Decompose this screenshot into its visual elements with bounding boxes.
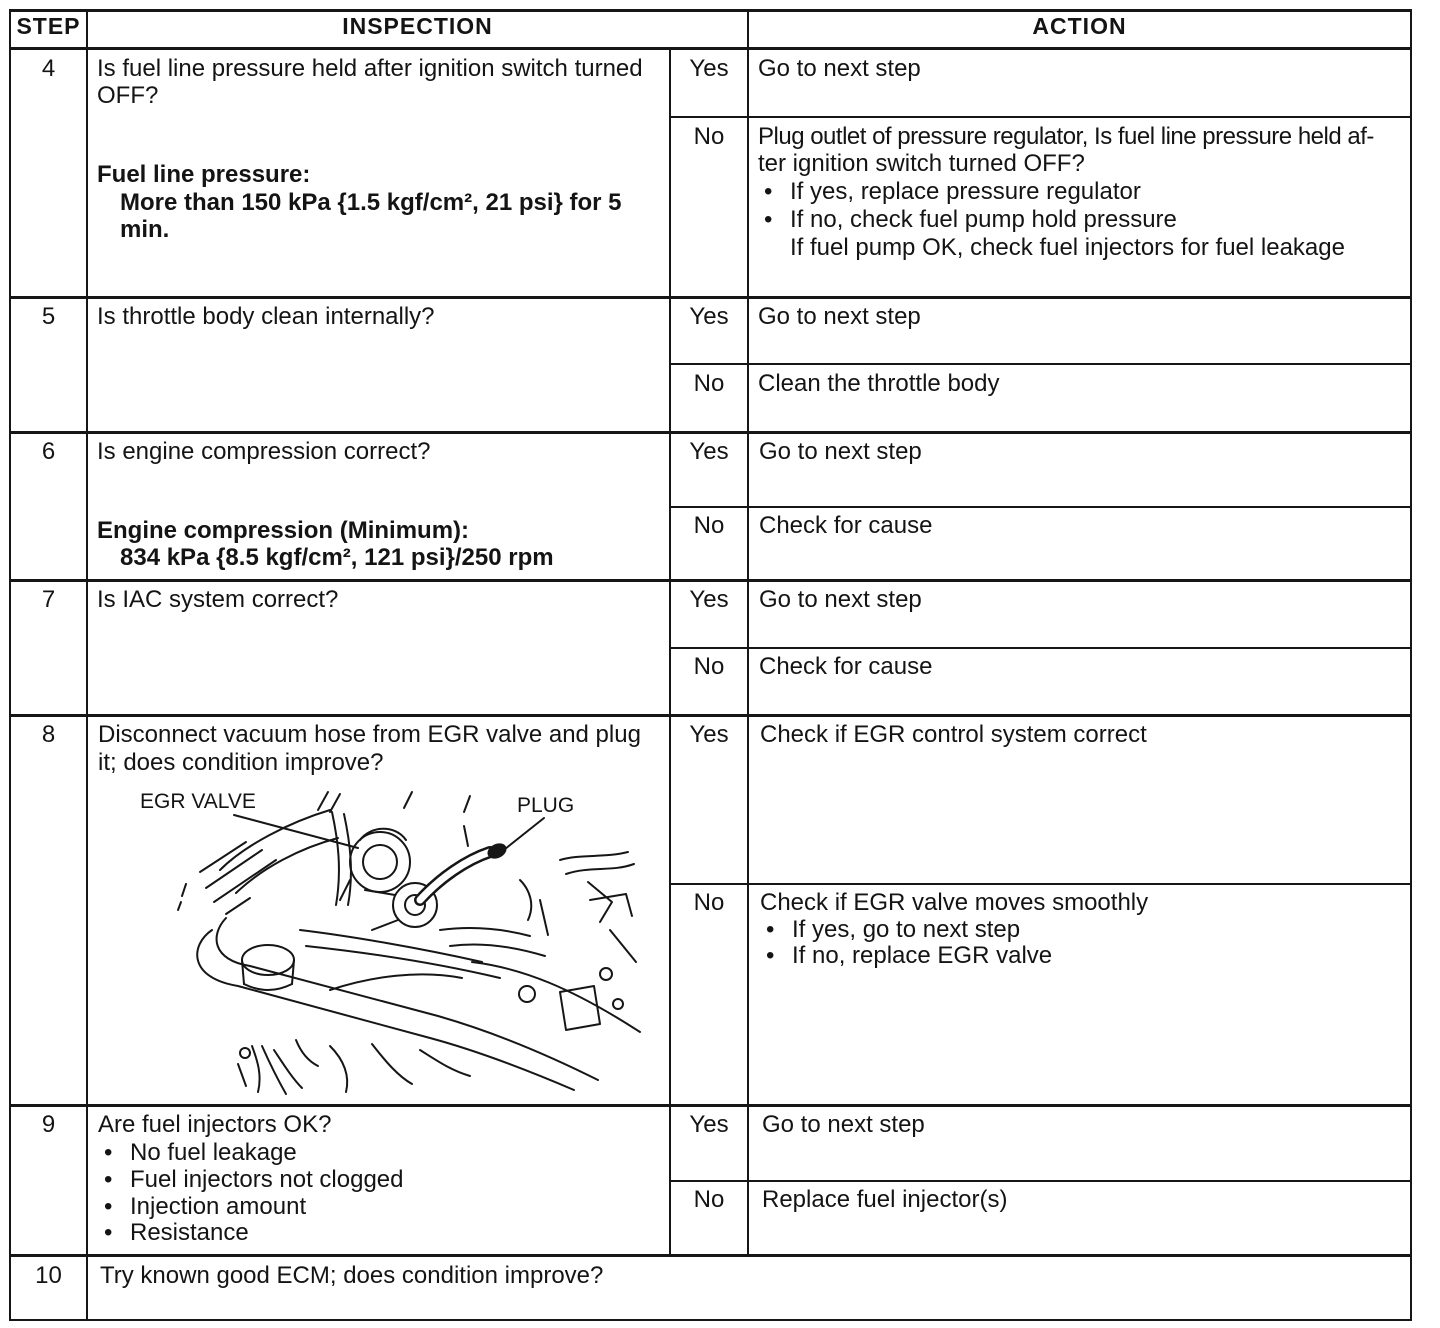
no-label: No (693, 653, 725, 680)
spec-label: Engine compression (Minimum): (97, 517, 470, 544)
row-divider (9, 431, 1412, 434)
inspection-text: Are fuel injectors OK? (98, 1111, 332, 1138)
yes-label: Yes (689, 1111, 729, 1138)
step-number: 5 (41, 303, 56, 330)
bullet-item: • If no, check fuel pump hold pressure (790, 206, 1177, 233)
no-action: Check for cause (759, 512, 933, 539)
bullet-item: • Resistance (130, 1219, 249, 1246)
no-action: ter ignition switch turned OFF? (758, 150, 1085, 177)
egr-valve-leader-line (234, 815, 358, 848)
bullet-item: • No fuel leakage (130, 1139, 297, 1166)
inspection-text: Disconnect vacuum hose from EGR valve and plug (98, 721, 641, 748)
no-action: Check if EGR valve moves smoothly (760, 889, 1149, 916)
plug-leader-line (500, 818, 544, 853)
row-divider (9, 579, 1412, 582)
yes-label: Yes (689, 55, 729, 82)
yes-label: Yes (689, 438, 729, 465)
oil-filler-cap (242, 945, 294, 990)
yes-no-divider (669, 116, 1412, 118)
table-bottom-border (9, 1319, 1412, 1321)
yes-no-divider (669, 506, 1412, 508)
inspection-text: Is fuel line pressure held after ignition switch turned (97, 55, 643, 82)
yes-action: Go to next step (762, 1111, 925, 1138)
row-divider (9, 714, 1412, 717)
bullet-item: • If yes, go to next step (792, 916, 1020, 943)
spec-value: More than 150 kPa {1.5 kgf/cm², 21 psi} for 5 (120, 189, 622, 216)
inspection-text: Is IAC system correct? (97, 586, 339, 613)
inspection-text: Try known good ECM; does condition improve? (100, 1262, 604, 1289)
inspection-text: it; does condition improve? (98, 749, 384, 776)
no-label: No (693, 370, 725, 397)
row-divider (9, 296, 1412, 299)
step-number: 10 (35, 1262, 62, 1289)
yes-action: Go to next step (759, 438, 922, 465)
step-number: 6 (41, 438, 56, 465)
no-action: Clean the throttle body (758, 370, 1000, 397)
yes-action: Go to next step (758, 303, 921, 330)
bullet-item: • If no, replace EGR valve (792, 942, 1052, 969)
no-label: No (693, 1186, 725, 1213)
header-step: STEP (16, 13, 81, 39)
no-action: Check for cause (759, 653, 933, 680)
no-label: No (693, 512, 725, 539)
step-number: 9 (41, 1111, 56, 1138)
yes-action: Go to next step (759, 586, 922, 613)
yes-label: Yes (689, 721, 729, 748)
header-inspection: INSPECTION (342, 13, 493, 39)
table-right-border (1410, 9, 1412, 1321)
right-side-components (519, 852, 636, 1030)
yes-action: Check if EGR control system correct (760, 721, 1147, 748)
yes-label: Yes (689, 303, 729, 330)
bullet-item: • If yes, replace pressure regulator (790, 178, 1141, 205)
answer-column-divider (669, 48, 671, 1256)
spec-value: min. (120, 216, 170, 243)
inspection-text: Is engine compression correct? (97, 438, 431, 465)
yes-label: Yes (689, 586, 729, 613)
spec-label: Fuel line pressure: (97, 161, 311, 188)
inspection-text: OFF? (97, 82, 159, 109)
yes-no-divider (669, 1180, 1412, 1182)
spec-value: 834 kPa {8.5 kgf/cm², 121 psi}/250 rpm (120, 544, 554, 571)
table-top-border (9, 9, 1412, 12)
header-divider (9, 47, 1412, 50)
no-action: Plug outlet of pressure regulator, Is fuel line pressure held af- (758, 123, 1374, 150)
bullet-item: • Fuel injectors not clogged (130, 1166, 404, 1193)
row-divider (9, 1254, 1412, 1257)
yes-action: Go to next step (758, 55, 921, 82)
row-divider (9, 1104, 1412, 1107)
header-action: ACTION (1032, 13, 1127, 39)
wiring-harness (238, 1040, 470, 1094)
no-label: No (693, 123, 725, 150)
plug-label: PLUG (517, 794, 575, 817)
no-action: Replace fuel injector(s) (762, 1186, 1008, 1213)
yes-no-divider (669, 883, 1412, 885)
yes-no-divider (669, 647, 1412, 649)
egr-valve-label: EGR VALVE (140, 790, 256, 813)
plugged-vacuum-hose (420, 852, 490, 900)
inspection-text: Is throttle body clean internally? (97, 303, 435, 330)
step-number: 8 (41, 721, 56, 748)
step-number: 4 (41, 55, 56, 82)
action-column-divider (747, 9, 749, 1256)
egr-valve-diagram (130, 778, 650, 1103)
bullet-item: • Injection amount (130, 1193, 306, 1220)
yes-no-divider (669, 363, 1412, 365)
vacuum-tubes (332, 812, 351, 905)
bullet-note: If fuel pump OK, check fuel injectors for fuel leakage (790, 234, 1345, 261)
no-label: No (693, 889, 725, 916)
step-number: 7 (41, 586, 56, 613)
